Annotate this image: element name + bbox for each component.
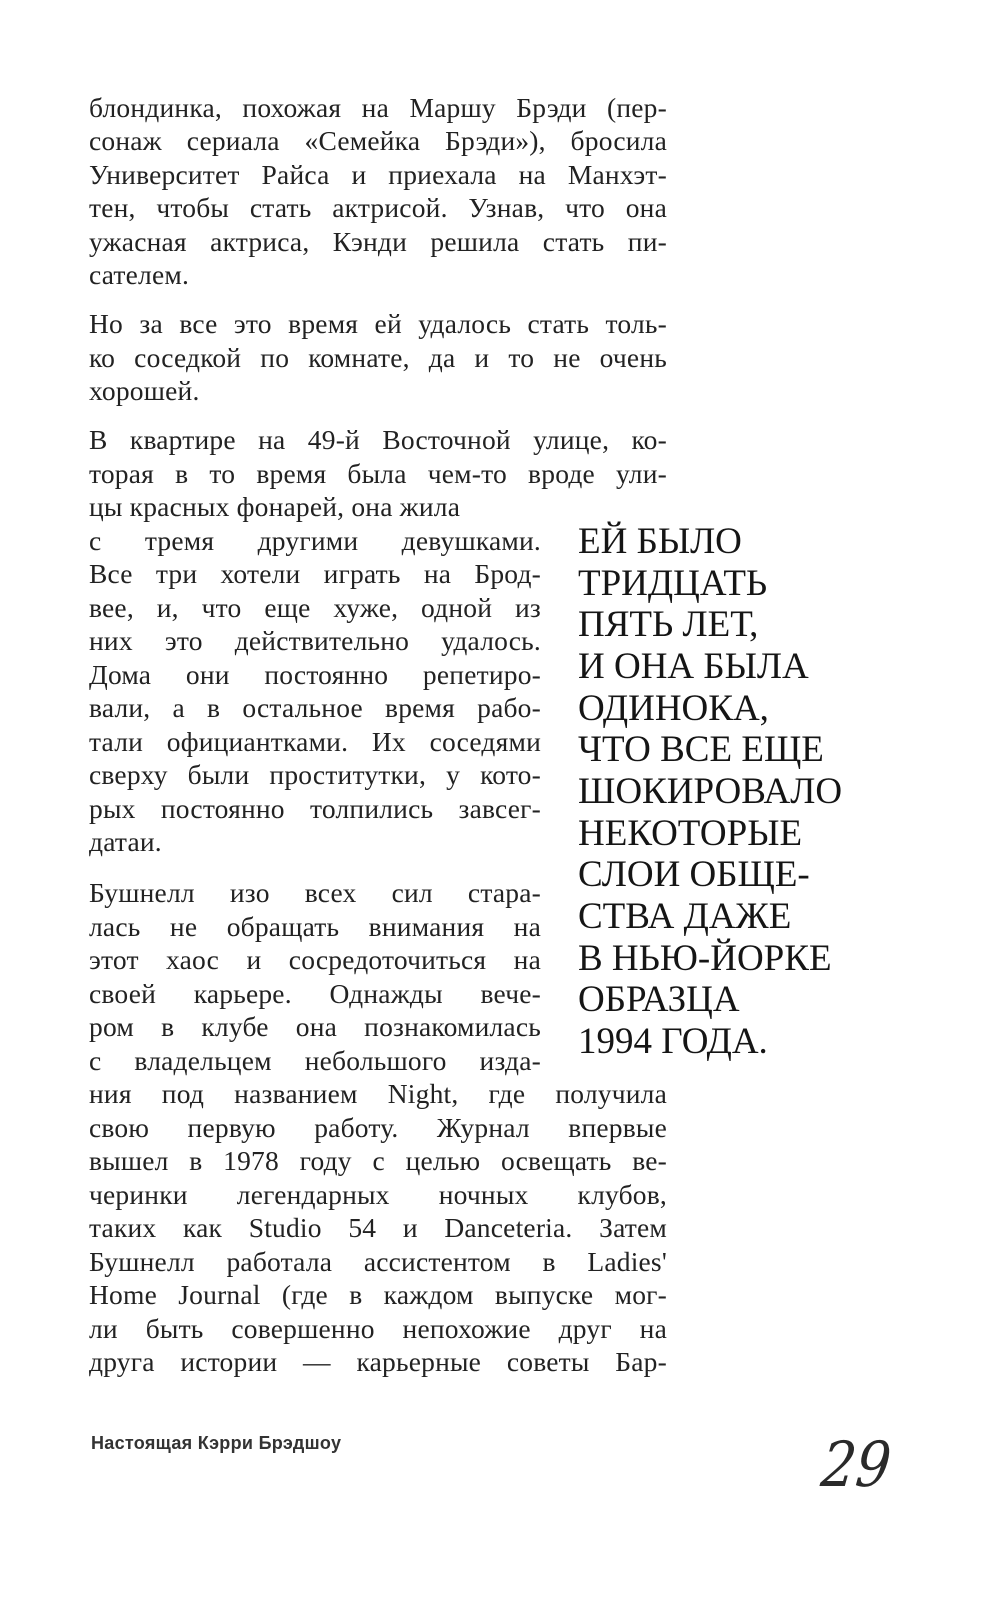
pull-quote-line: ШОКИРОВАЛО <box>578 771 843 812</box>
pull-quote-line: СТВА ДАЖЕ <box>578 896 792 937</box>
body-line: датаи. <box>89 826 162 857</box>
body-line: таких как Studio 54 и Danceteria. Затем <box>89 1212 667 1243</box>
body-line: с тремя другими девушками. <box>89 525 541 556</box>
body-line: блондинка, похожая на Маршу Брэди (пер- <box>89 92 667 123</box>
pull-quote-line: 1994 ГОДА. <box>578 1021 768 1062</box>
body-line: хорошей. <box>89 375 200 406</box>
body-line: свою первую работу. Журнал впервые <box>89 1112 667 1143</box>
body-line: рых постоянно толпились завсег- <box>89 793 541 824</box>
pull-quote-line: ТРИДЦАТЬ <box>578 563 768 604</box>
body-line: В квартире на 49-й Восточной улице, ко- <box>89 424 667 455</box>
body-line: черинки легендарных ночных клубов, <box>89 1179 667 1210</box>
body-line: Но за все это время ей удалось стать толь- <box>89 308 667 339</box>
body-line: торая в то время была чем-то вроде ули- <box>89 458 667 489</box>
body-line: ли быть совершенно непохожие друг на <box>89 1313 667 1344</box>
body-line: лась не обращать внимания на <box>89 911 541 942</box>
pull-quote-line: В НЬЮ-ЙОРКЕ <box>578 938 832 979</box>
body-line: друга истории — карьерные советы Бар- <box>89 1346 667 1377</box>
page-number: 29 <box>818 1428 895 1501</box>
body-line: ром в клубе она познакомилась <box>89 1011 541 1042</box>
body-line: Университет Райса и приехала на Манхэт- <box>89 159 667 190</box>
body-line: них это действительно удалось. <box>89 625 541 656</box>
pull-quote-line: ПЯТЬ ЛЕТ, <box>578 604 759 645</box>
body-line: сонаж сериала «Семейка Брэди»), бросила <box>89 125 667 156</box>
body-line: вее, и, что еще хуже, одной из <box>89 592 541 623</box>
body-line: Бушнелл работала ассистентом в Ladies' <box>89 1246 667 1277</box>
body-line: сверху были проститутки, у кото- <box>89 759 541 790</box>
pull-quote-line: И ОНА БЫЛА <box>578 646 809 687</box>
body-line: Home Journal (где в каждом выпуске мог- <box>89 1279 667 1310</box>
pull-quote-line: ОБРАЗЦА <box>578 979 740 1020</box>
body-line: ужасная актриса, Кэнди решила стать пи- <box>89 226 667 257</box>
body-line: тен, чтобы стать актрисой. Узнав, что она <box>89 192 667 223</box>
body-line: тали официантками. Их соседями <box>89 726 541 757</box>
body-line: этот хаос и сосредоточиться на <box>89 944 541 975</box>
pull-quote-line: СЛОИ ОБЩЕ- <box>578 854 810 895</box>
body-line: Бушнелл изо всех сил стара- <box>89 877 541 908</box>
body-line: вали, а в остальное время рабо- <box>89 692 541 723</box>
body-line: вышел в 1978 году с целью освещать ве- <box>89 1145 667 1176</box>
body-line: ко соседкой по комнате, да и то не очень <box>89 342 667 373</box>
body-line: Все три хотели играть на Брод- <box>89 558 541 589</box>
pull-quote-line: ОДИНОКА, <box>578 688 769 729</box>
body-line: Дома они постоянно репетиро- <box>89 659 541 690</box>
body-line: своей карьере. Однажды вече- <box>89 978 541 1009</box>
pull-quote-line: ЧТО ВСЕ ЕЩЕ <box>578 729 824 770</box>
body-line: с владельцем небольшого изда- <box>89 1045 541 1076</box>
body-line: цы красных фонарей, она жила <box>89 491 461 522</box>
pull-quote-line: ЕЙ БЫЛО <box>578 521 742 562</box>
body-line: сателем. <box>89 259 190 290</box>
body-line: ния под названием Night, где получила <box>89 1078 667 1109</box>
running-title: Настоящая Кэрри Брэдшоу <box>91 1433 342 1453</box>
pull-quote-line: НЕКОТОРЫЕ <box>578 813 803 854</box>
